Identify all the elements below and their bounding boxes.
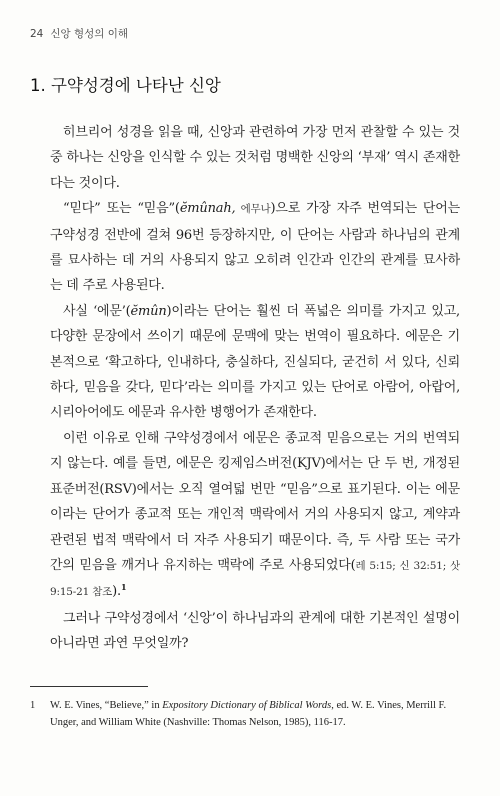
footnote <box>30 697 470 731</box>
gloss-emuna: 에무나 <box>235 203 271 216</box>
footnote-marker[interactable]: 1 <box>120 582 127 593</box>
scripture-references: 레 5:15; 신 32:51; 삿 9:15-21 참조 <box>50 559 461 599</box>
running-head <box>30 26 128 41</box>
paragraph-4 <box>50 426 460 606</box>
hebrew-term-emunah: ĕmûnah, <box>179 201 236 217</box>
paragraph-3 <box>50 299 460 426</box>
footnote-book-title: Expository Dictionary of Biblical Words <box>162 700 332 711</box>
footnote-text-b: , ed. W. E. Vines, Merrill F. Unger, and William White (Nashville: Thomas Nelson, 1985), 116-17. <box>50 700 447 728</box>
footnote-text-a: W. E. Vines, “Believe,” in <box>50 700 163 711</box>
paragraph-5-text: 그러나 구약성경에서 ‘신앙’이 하나님과의 관계에 대한 기본적인 설명이 아니라면 과연 무엇일까? <box>50 610 460 652</box>
paragraph-2-text-b: )으로 가장 자주 번역되는 단어는 구약성경 전반에 걸쳐 96번 등장하지만, 이 단어는 사람과 하나님의 관계를 묘사하는 데 거의 사용되지 않고 오히려 인간과 인간의 관계를 묘사하는 데 주로 사용된다. <box>50 201 461 294</box>
paragraph-3-text-b: )이라는 단어는 훨씬 더 폭넓은 의미를 가지고 있고, 다양한 문장에서 쓰이기 때문에 문맥에 맞는 번역이 필요하다. 에문은 기본적으로 ‘확고하다, 인내하다, 충실하다, 진실되다, 굳건히 서 있다, 신뢰하다, 믿음을 갖다, 믿다’라는 의미를 가지고 있는 단어로 아람어, 아랍어, 시리아어에도 에문과 유사한 병행어가 존재한다. <box>50 303 460 421</box>
paragraph-2 <box>50 196 460 299</box>
paragraph-4-text-b: ). <box>112 584 121 600</box>
body-text <box>50 120 460 657</box>
section-title: 1. 구약성경에 나타난 신앙 <box>30 76 221 95</box>
paragraph-1-text: 히브리어 성경을 읽을 때, 신앙과 관련하여 가장 먼저 관찰할 수 있는 것 중 하나는 신앙을 인식할 수 있는 것처럼 명백한 신앙의 ‘부재’ 역시 존재한다는 것이다. <box>50 125 460 191</box>
paragraph-4-text-a: 이런 이유로 인해 구약성경에서 에문은 종교적 믿음으로는 거의 번역되지 않는다. 예를 들면, 에문은 킹제임스버전(KJV)에서는 단 두 번, 개정된 표준버전(RSV)에서는 오직 열여덟 번만 “믿음”으로 표기된다. 이는 에문이라는 단어가 종교적 또는 개인적 맥락에서 거의 사용되지 않고, 계약과 관련된 법적 맥락에서 더 자주 사용되기 때문이다. 즉, 두 사람 또는 국가 간의 믿음을 깨거나 유지하는 맥락에 주로 사용되었다( <box>50 430 460 573</box>
footnote-text <box>50 697 470 731</box>
paragraph-3-text-a: 사실 ‘에문’( <box>63 303 131 319</box>
footnote-divider <box>30 686 148 687</box>
paragraph-2-text-a: “믿다” 또는 “믿음”( <box>63 201 180 217</box>
footnote-number: 1 <box>30 700 36 711</box>
paragraph-1 <box>50 120 460 196</box>
paragraph-5 <box>50 606 460 657</box>
page-number: 24 <box>30 28 44 40</box>
hebrew-term-emun: ĕmûn <box>130 303 167 319</box>
running-head-title: 신앙 형성의 이해 <box>50 28 129 40</box>
